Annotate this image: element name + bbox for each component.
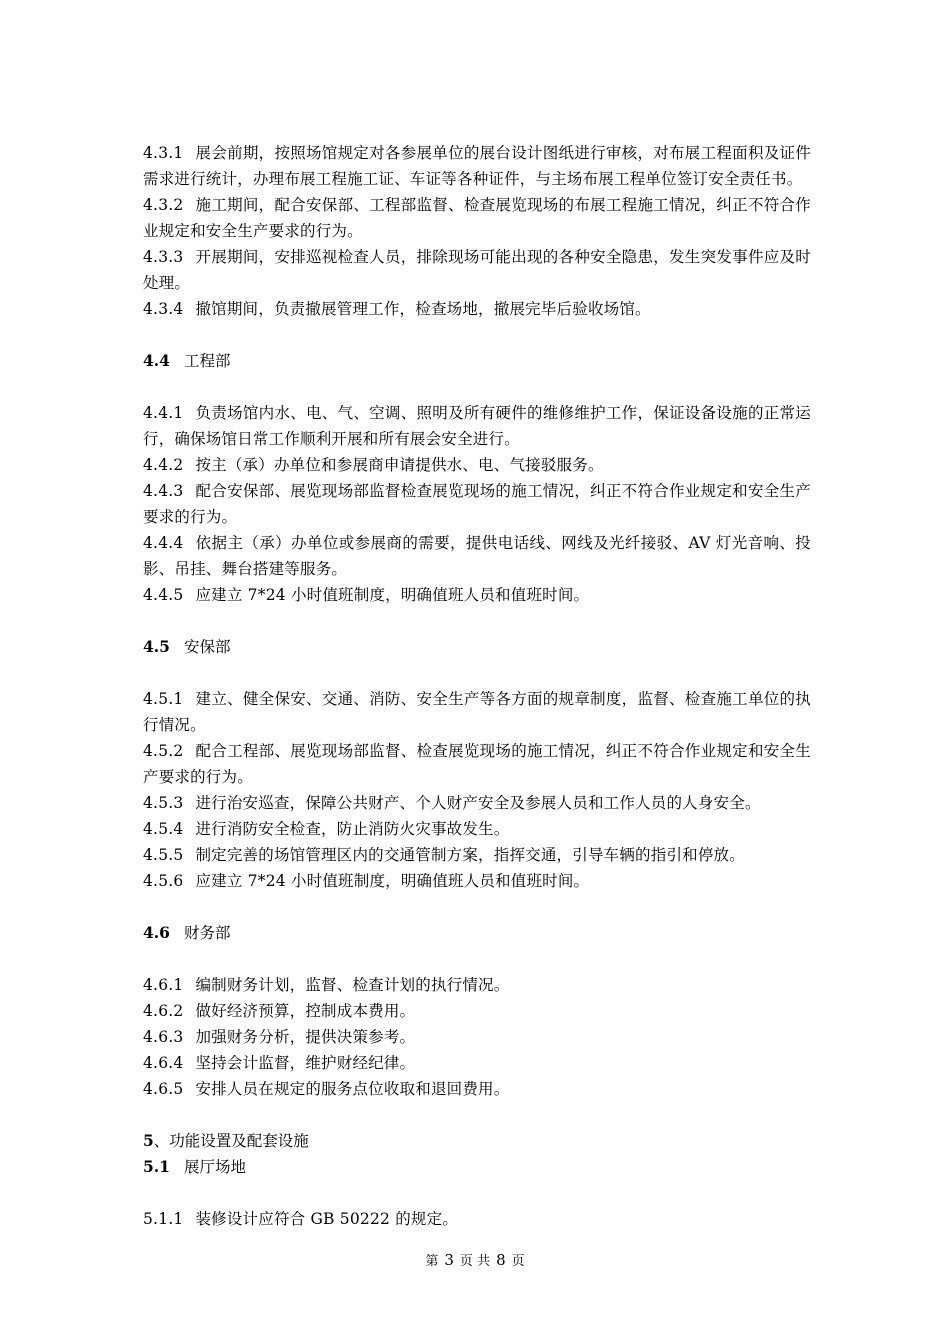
clause-text: 负责场馆内水、电、气、空调、照明及所有硬件的维修维护工作，保证设备设施的正常运行，确保场馆日常工作顺利开展和所有展会安全进行。 bbox=[143, 404, 811, 448]
clause-number: 4.4.3 bbox=[143, 482, 184, 500]
clause-4-3-1 bbox=[143, 140, 811, 192]
section-number: 4.4 bbox=[143, 351, 170, 370]
clause-text: 按主（承）办单位和参展商申请提供水、电、气接驳服务。 bbox=[195, 456, 604, 474]
page-footer bbox=[0, 1250, 950, 1272]
footer-suffix: 页 bbox=[511, 1254, 525, 1269]
clause-number: 4.5.3 bbox=[143, 794, 184, 812]
clause-4-4-4 bbox=[143, 530, 811, 582]
clause-number: 4.6.2 bbox=[143, 1002, 184, 1020]
clause-text: 应建立 7*24 小时值班制度，明确值班人员和值班时间。 bbox=[195, 872, 590, 890]
clause-number: 4.3.3 bbox=[143, 248, 184, 266]
clause-text: 撤馆期间，负责撤展管理工作，检查场地，撤展完毕后验收场馆。 bbox=[195, 300, 651, 318]
clause-text: 制定完善的场馆管理区内的交通管制方案，指挥交通，引导车辆的指引和停放。 bbox=[195, 846, 745, 864]
clause-4-6-2 bbox=[143, 998, 811, 1024]
clause-text: 开展期间，安排巡视检查人员，排除现场可能出现的各种安全隐患，发生突发事件应及时处理。 bbox=[143, 248, 811, 292]
spacer bbox=[143, 660, 811, 686]
clause-number: 4.5.4 bbox=[143, 820, 184, 838]
clause-number: 4.3.2 bbox=[143, 196, 184, 214]
clause-number: 4.6.3 bbox=[143, 1028, 184, 1046]
clause-number: 4.5.6 bbox=[143, 872, 184, 890]
clause-4-6-1 bbox=[143, 972, 811, 998]
chapter-number: 5 bbox=[143, 1131, 154, 1150]
clause-4-4-2 bbox=[143, 452, 811, 478]
section-heading-4-6 bbox=[143, 920, 811, 946]
page-content bbox=[143, 140, 811, 1232]
clause-text: 做好经济预算，控制成本费用。 bbox=[195, 1002, 416, 1020]
clause-text: 加强财务分析，提供决策参考。 bbox=[195, 1028, 416, 1046]
clause-4-5-5 bbox=[143, 842, 811, 868]
clause-4-5-1 bbox=[143, 686, 811, 738]
section-title: 安保部 bbox=[183, 638, 231, 656]
clause-number: 4.4.1 bbox=[143, 404, 184, 422]
clause-4-4-3 bbox=[143, 478, 811, 530]
clause-4-3-2 bbox=[143, 192, 811, 244]
section-title: 展厅场地 bbox=[183, 1158, 246, 1176]
footer-prefix: 第 bbox=[425, 1254, 439, 1269]
spacer bbox=[143, 322, 811, 348]
total-page-number: 8 bbox=[496, 1251, 506, 1269]
clause-4-5-3 bbox=[143, 790, 811, 816]
clause-text: 编制财务计划，监督、检查计划的执行情况。 bbox=[195, 976, 510, 994]
clause-number: 4.5.1 bbox=[143, 690, 184, 708]
clause-4-4-1 bbox=[143, 400, 811, 452]
clause-4-4-5 bbox=[143, 582, 811, 608]
clause-4-5-4 bbox=[143, 816, 811, 842]
clause-4-3-3 bbox=[143, 244, 811, 296]
section-number: 5.1 bbox=[143, 1157, 170, 1176]
spacer bbox=[143, 608, 811, 634]
clause-number: 4.4.2 bbox=[143, 456, 184, 474]
spacer bbox=[143, 1180, 811, 1206]
clause-number: 4.5.2 bbox=[143, 742, 184, 760]
section-title: 工程部 bbox=[183, 352, 231, 370]
clause-number: 5.1.1 bbox=[143, 1210, 184, 1228]
clause-text: 施工期间，配合安保部、工程部监督、检查展览现场的布展工程施工情况，纠正不符合作业规定和安全生产要求的行为。 bbox=[143, 196, 811, 240]
chapter-heading-5 bbox=[143, 1128, 811, 1154]
spacer bbox=[143, 894, 811, 920]
section-number: 4.5 bbox=[143, 637, 170, 656]
clause-text: 建立、健全保安、交通、消防、安全生产等各方面的规章制度，监督、检查施工单位的执行情况。 bbox=[143, 690, 811, 734]
clause-text: 进行消防安全检查，防止消防火灾事故发生。 bbox=[195, 820, 510, 838]
spacer bbox=[143, 374, 811, 400]
clause-text: 配合安保部、展览现场部监督检查展览现场的施工情况，纠正不符合作业规定和安全生产要求的行为。 bbox=[143, 482, 811, 526]
clause-text: 装修设计应符合 GB 50222 的规定。 bbox=[195, 1210, 459, 1228]
clause-number: 4.3.1 bbox=[143, 144, 184, 162]
clause-4-6-4 bbox=[143, 1050, 811, 1076]
clause-number: 4.4.4 bbox=[143, 534, 184, 552]
section-number: 4.6 bbox=[143, 923, 170, 942]
clause-5-1-1 bbox=[143, 1206, 811, 1232]
clause-text: 进行治安巡查，保障公共财产、个人财产安全及参展人员和工作人员的人身安全。 bbox=[195, 794, 761, 812]
clause-text: 展会前期，按照场馆规定对各参展单位的展台设计图纸进行审核，对布展工程面积及证件需求进行统计，办理布展工程施工证、车证等各种证件，与主场布展工程单位签订安全责任书。 bbox=[143, 144, 811, 188]
current-page-number: 3 bbox=[444, 1251, 454, 1269]
clause-number: 4.3.4 bbox=[143, 300, 184, 318]
clause-number: 4.4.5 bbox=[143, 586, 184, 604]
clause-number: 4.6.1 bbox=[143, 976, 184, 994]
section-heading-5-1 bbox=[143, 1154, 811, 1180]
clause-4-3-4 bbox=[143, 296, 811, 322]
spacer bbox=[143, 946, 811, 972]
clause-text: 坚持会计监督，维护财经纪律。 bbox=[195, 1054, 416, 1072]
clause-text: 依据主（承）办单位或参展商的需要，提供电话线、网线及光纤接驳、AV 灯光音响、投影、吊挂、舞台搭建等服务。 bbox=[143, 534, 811, 578]
clause-number: 4.5.5 bbox=[143, 846, 184, 864]
clause-number: 4.6.4 bbox=[143, 1054, 184, 1072]
chapter-title: 、功能设置及配套设施 bbox=[153, 1132, 309, 1150]
clause-4-6-5 bbox=[143, 1076, 811, 1102]
clause-number: 4.6.5 bbox=[143, 1080, 184, 1098]
clause-4-6-3 bbox=[143, 1024, 811, 1050]
section-heading-4-4 bbox=[143, 348, 811, 374]
clause-text: 配合工程部、展览现场部监督、检查展览现场的施工情况，纠正不符合作业规定和安全生产要求的行为。 bbox=[143, 742, 811, 786]
footer-mid: 页 共 bbox=[459, 1254, 491, 1269]
clause-text: 应建立 7*24 小时值班制度，明确值班人员和值班时间。 bbox=[195, 586, 590, 604]
clause-4-5-2 bbox=[143, 738, 811, 790]
clause-text: 安排人员在规定的服务点位收取和退回费用。 bbox=[195, 1080, 510, 1098]
spacer bbox=[143, 1102, 811, 1128]
section-heading-4-5 bbox=[143, 634, 811, 660]
section-title: 财务部 bbox=[183, 924, 231, 942]
clause-4-5-6 bbox=[143, 868, 811, 894]
